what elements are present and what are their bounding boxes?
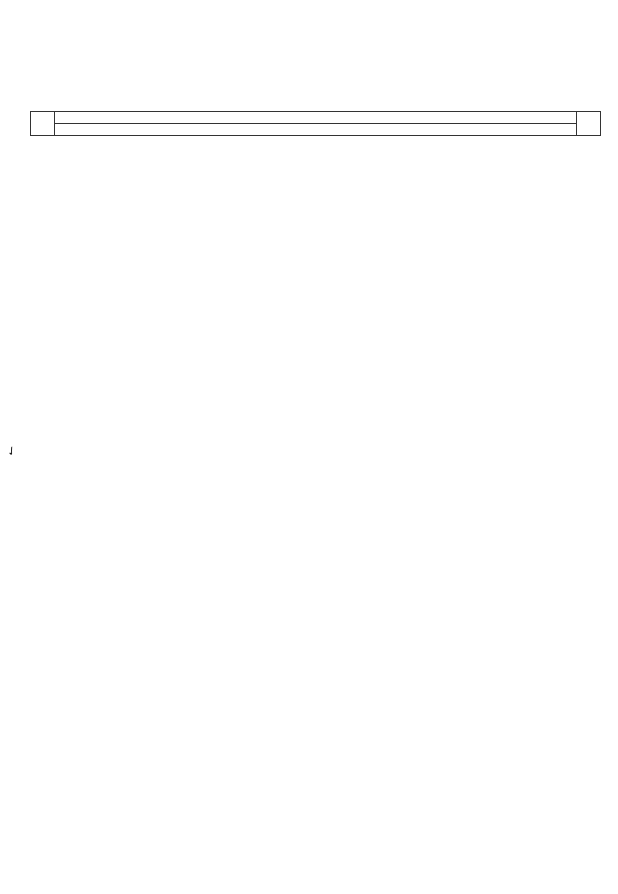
right-pressure-header	[576, 112, 600, 136]
height-sub-header	[55, 124, 577, 136]
pressure-height-table	[30, 111, 601, 136]
margin-check-mark: ✓	[3, 442, 20, 460]
left-pressure-header	[31, 112, 55, 136]
fractions-span-header	[55, 112, 577, 124]
